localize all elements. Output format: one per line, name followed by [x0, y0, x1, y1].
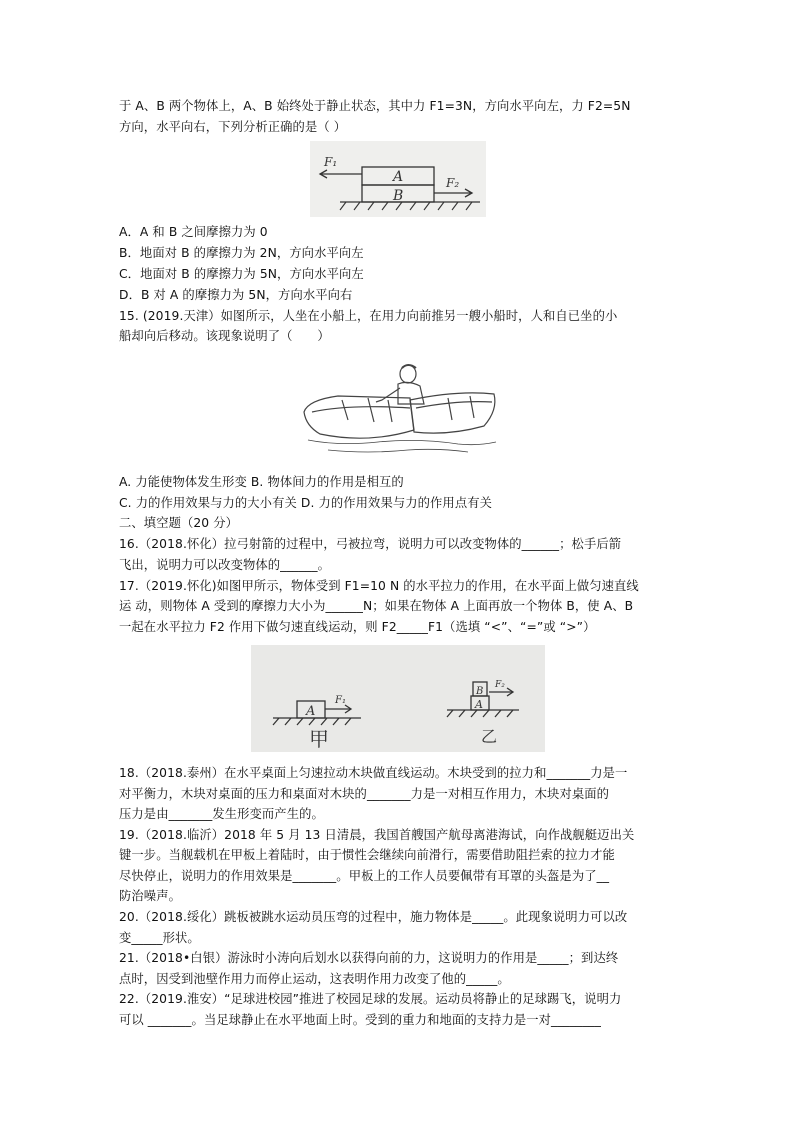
label-f1: F₁	[324, 155, 338, 169]
q19-text-line-3: 尽快停止，说明力的作用效果是_______。甲板上的工作人员要佩带有耳罩的头盔是为了__	[119, 869, 610, 883]
q14-text-line-2: 方向，水平向右，下列分析正确的是（ ）	[119, 120, 347, 134]
q20-text-line-1: 20.（2018.绥化）跳板被跳水运动员压弯的过程中，施力物体是_____。此现象说明力可以改	[119, 910, 628, 924]
q17-text-line-1: 17.（2019.怀化)如图甲所示，物体受到 F1=10 N 的水平拉力的作用，在水平面上做匀速直线	[119, 579, 639, 593]
q19-text-line-2: 键一步。当舰载机在甲板上着陆时，由于惯性会继续向前滑行，需要借助阻拦索的拉力才能	[119, 848, 615, 862]
q17-text-line-3: 一起在水平拉力 F2 作用下做匀速直线运动，则 F2_____F1（选填 “<”、“=”或 “>”）	[119, 620, 596, 634]
q18-text-line-2: 对平衡力，木块对桌面的压力和桌面对木块的_______力是一对相互作用力，木块对桌面的	[119, 787, 610, 801]
q14-option-a: A．A 和 B 之间摩擦力为 0	[119, 225, 268, 239]
q17-figure-jia-yi	[251, 645, 545, 752]
person-body	[398, 382, 424, 404]
q14-option-d: D．B 对 A 的摩擦力为 5N，方向水平向右	[119, 288, 353, 302]
q15-options-line-1: A. 力能使物体发生形变 B. 物体间力的作用是相互的	[119, 475, 404, 489]
yi-label-b: B	[476, 686, 484, 697]
q15-options-line-2: C. 力的作用效果与力的大小有关 D. 力的作用效果与力的作用点有关	[119, 496, 493, 510]
yi-label-a: A	[475, 698, 483, 711]
q14-option-c: C．地面对 B 的摩擦力为 5N，方向水平向左	[119, 267, 364, 281]
q14-figure-blocks	[310, 141, 486, 217]
q16-text-line-1: 16.（2018.怀化）拉弓射箭的过程中，弓被拉弯，说明力可以改变物体的______；松手后箭	[119, 537, 622, 551]
q16-text-line-2: 飞出，说明力可以改变物体的______。	[119, 558, 331, 572]
section-fill-in-title: 二、填空题（20 分）	[119, 516, 239, 530]
ground-hatching	[340, 202, 472, 210]
caption-jia: 甲	[309, 727, 329, 751]
q14-option-b: B．地面对 B 的摩擦力为 2N，方向水平向左	[119, 246, 364, 260]
q14-text-line-1: 于 A、B 两个物体上，A、B 始终处于静止状态，其中力 F1=3N，方向水平向左，力 F2=5N	[119, 99, 631, 113]
person-arm	[376, 388, 400, 402]
q19-text-line-1: 19.（2018.临沂）2018 年 5 月 13 日清晨，我国首艘国产航母离港海试，向作战舰艇迈出关	[119, 828, 635, 842]
q15-text-line-1: 15. (2019.天津）如图所示，人坐在小船上，在用力向前推另一艘小船时，人和自已坐的小	[119, 309, 618, 323]
label-f2: F₂	[446, 176, 460, 190]
jia-label-f1: F₁	[335, 695, 346, 706]
label-a: A	[393, 169, 404, 185]
q18-text-line-3: 压力是由_______发生形变而产生的。	[119, 807, 324, 821]
q21-text-line-2: 点时，因受到池壁作用力而停止运动，这表明作用力改变了他的_____。	[119, 972, 510, 986]
q19-text-line-4: 防治噪声。	[119, 889, 181, 903]
label-b: B	[393, 188, 404, 204]
q22-text-line-1: 22.（2019.淮安）“足球进校园”推进了校园足球的发展。运动员将静止的足球踢飞，说明力	[119, 992, 622, 1006]
jia-label-a: A	[306, 704, 316, 719]
q22-text-line-2: 可以 _______。当足球静止在水平地面上时。受到的重力和地面的支持力是一对________	[119, 1013, 602, 1027]
q17-text-line-2: 运 动，则物体 A 受到的摩擦力大小为______N；如果在物体 A 上面再放一个物体 B，使 A、B	[119, 599, 634, 613]
q15-figure-boats	[298, 360, 503, 458]
q15-text-line-2: 船却向后移动。该现象说明了（ ）	[119, 329, 330, 343]
q20-text-line-2: 变_____形状。	[119, 931, 200, 945]
caption-yi: 乙	[481, 727, 498, 746]
yi-label-f2: F₂	[495, 680, 505, 690]
q21-text-line-1: 21.（2018•白银）游泳时小涛向后划水以获得向前的力，这说明力的作用是_____；到达终	[119, 951, 619, 965]
q18-text-line-1: 18.（2018.泰州）在水平桌面上匀速拉动木块做直线运动。木块受到的拉力和_______力是一	[119, 766, 628, 780]
